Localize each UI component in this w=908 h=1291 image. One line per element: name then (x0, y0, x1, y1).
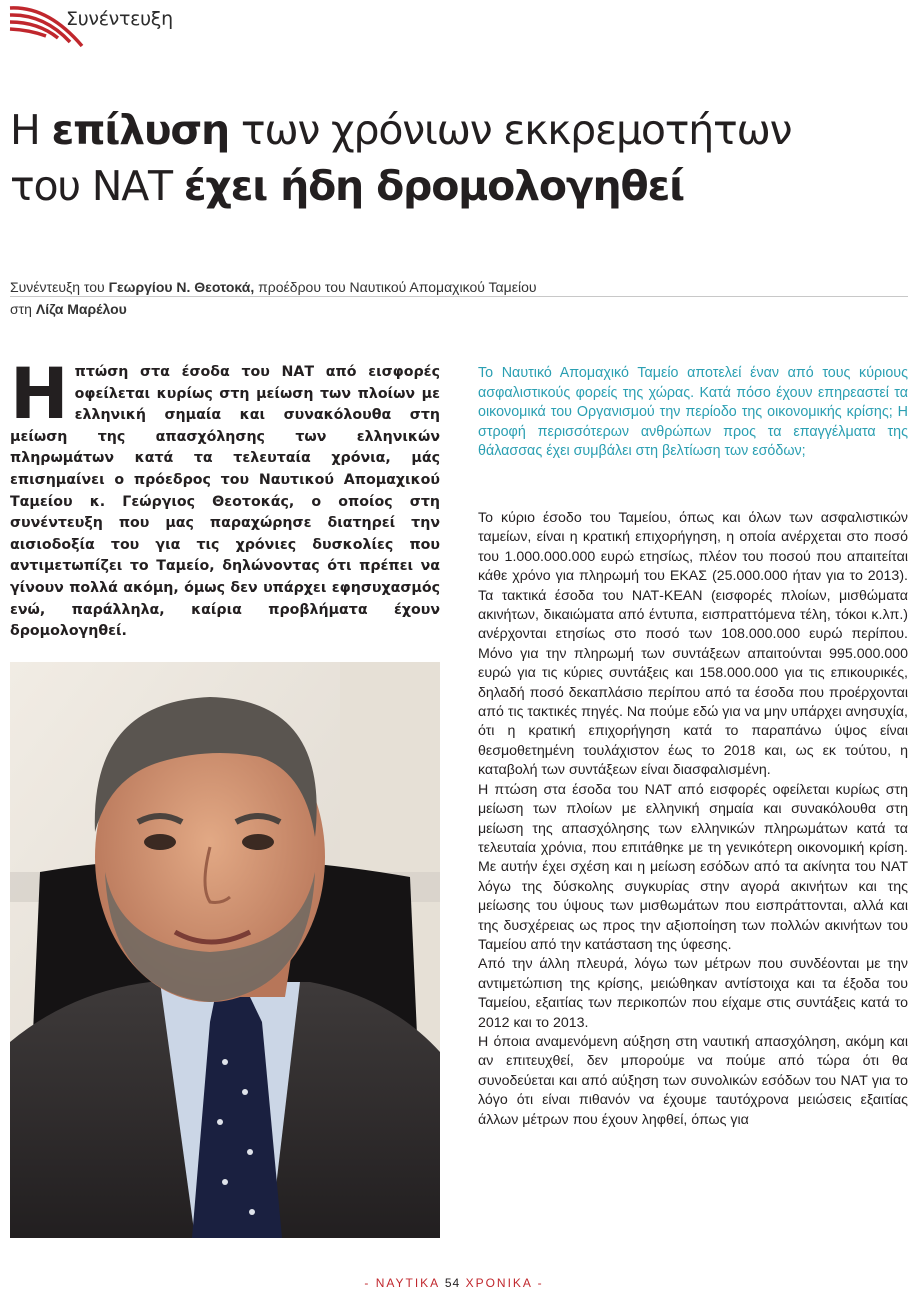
portrait-photo (10, 662, 440, 1238)
headline-part: του ΝΑΤ (10, 162, 184, 210)
byline-divider (10, 296, 908, 297)
answer-paragraph: Το κύριο έσοδο του Ταμείου, όπως και όλων των ασφαλιστικών ταμείων, είναι η κρατική επιχορήγηση, η οποία ανέρχεται στο ποσό του 1.000.000.000 ευρώ ετησίως, πλέον του ποσού που απαιτείται κάθε χρόνο για πληρωμή του ΕΚΑΣ (25.000.000 ήταν για το 2013). Τα τακτικά έσοδα του ΝΑΤ-ΚΕΑΝ (εισφορές πλοίων, μισθώματα ακινήτων, δικαιώματα από έντυπα, εισπραττόμενα τέλη, τόκοι κ.λπ.) ανέρχονται ετησίως στο ποσό των 108.000.000 ευρώ περίπου. Μόνο για την πληρωμή των συντάξεων απαιτούνται 995.000.000 ευρώ για τις κύριες συντάξεις και 158.000.000 για τις επικουρικές, δηλαδή ποσό δεκαπλάσιο περίπου από τα έσοδα που προέρχονται από τις τακτικές πηγές. Να πούμε εδώ για να μην υπάρχει ανησυχία, ότι η κρατική επιχορήγηση κατά το παραπάνω ύψος είναι θεσμοθετημένη τουλάχιστον έως το 2018 και, ως εκ τούτου, η καταβολή των συντάξεων είναι διασφαλισμένη. (478, 510, 908, 779)
answer-paragraph: Από την άλλη πλευρά, λόγω των μέτρων που συνδέονται με την αντιμετώπιση της κρίσης, μειώθηκαν αντίστοιχα και τα έξοδα του Ταμείου, εξαιτίας των περικοπών που είχαμε στις συντάξεις κατά το 2012 και το 2013. (478, 956, 908, 1031)
footer-right: ΧΡΟΝΙΚΑ - (465, 1276, 544, 1290)
byline-interviewer: Λίζα Μαρέλου (35, 301, 127, 317)
article-headline (10, 102, 890, 214)
answer-paragraph: Η όποια αναμενόμενη αύξηση στη ναυτική απασχόληση, ακόμη και αν επιτευχθεί, δεν μπορούμε να πούμε από τώρα ότι θα συνοδεύεται και από αύξηση των συνολικών εσόδων του ΝΑΤ για το λόγο ότι είναι πιθανόν να έχουμε ταυτόχρονα μειώσεις εξαιτίας άλλων μέτρων που έχουν ληφθεί, όπως για (478, 1033, 908, 1128)
byline-to-prefix: στη (10, 301, 36, 317)
portrait-illustration (10, 662, 440, 1238)
dropcap: Η (10, 353, 69, 435)
interview-answer (478, 509, 908, 1130)
page-number: 54 (444, 1276, 461, 1290)
lead-text: πτώση στα έσοδα του ΝΑΤ από εισφορές οφείλεται κυρίως στη μείωση των πλοίων με ελληνική σημαία και συνακόλουθα στη μείωση της απασχόλησης των ελληνικών πληρωμάτων κατά τα τελευταία χρόνια, μάς επισημαίνει ο πρόεδρος του Ναυτικού Απομαχικού Ταμείου κ. Γεώργιος Θεοτοκάς, ο οποίος στη συνέντευξη που μας παραχώρησε διατηρεί την αισιοδοξία του για τις χρόνιες δυσκολίες που αντιμετωπίζει το Ταμείο, δηλώνοντας ότι πρέπει να γίνουν πολλά ακόμη, όμως δεν υπάρχει εφησυχασμός ενώ, παράλληλα, καίρια προβλήματα έχουν δρομολογηθεί. (10, 364, 440, 640)
section-header (8, 2, 248, 50)
page-footer (0, 1276, 908, 1290)
answer-paragraph: Η πτώση στα έσοδα του ΝΑΤ από εισφορές οφείλεται κυρίως στη μείωση των πλοίων με ελληνική σημαία και συνακόλουθα στη μείωση της απασχόλησης των ελληνικών πληρωμάτων κατά τα τελευταία χρόνια, που επιτάθηκε με τη γενικότερη οικονομική κρίση. Με αυτήν έχει σχέση και η μείωση εσόδων από τα ακίνητα του ΝΑΤ λόγω της δύσκολης συγκυρίας στην αγορά ακινήτων και της μείωσης του ύψους των μισθωμάτων που εισπράττονται, αλλά και της δυσχέρειας ως προς την αξιοποίηση των πολλών ακινήτων του Ταμείου από την κατάσταση της ύφεσης. (478, 781, 908, 953)
byline-role: προέδρου του Ναυτικού Απομαχικού Ταμείου (254, 279, 537, 295)
headline-part: των χρόνιων εκκρεμοτήτων (229, 106, 792, 154)
lead-paragraph (10, 353, 440, 643)
byline-person: Γεωργίου Ν. Θεοτοκά, (108, 279, 255, 295)
headline-part-bold: έχει ήδη δρομολογηθεί (183, 162, 684, 210)
section-label: Συνέντευξη (66, 8, 173, 30)
footer-left: - ΝΑΥΤΙΚΑ (364, 1276, 440, 1290)
headline-part: Η (10, 106, 52, 154)
headline-part-bold: επίλυση (51, 106, 230, 154)
byline-prefix: Συνέντευξη του (10, 279, 109, 295)
byline (10, 276, 908, 320)
interview-question: Το Ναυτικό Απομαχικό Ταμείο αποτελεί έναν από τους κύριους ασφαλιστικούς φορείς της χώρας. Κατά πόσο έχουν επηρεαστεί τα οικονομικά του Οργανισμού την περίοδο της οικονομικής κρίσης; Η στροφή περισσότερων ανθρώπων προς τα επαγγέλματα της θάλασσας έχει συμβάλει στη βελτίωση των εσόδων; (478, 365, 908, 460)
